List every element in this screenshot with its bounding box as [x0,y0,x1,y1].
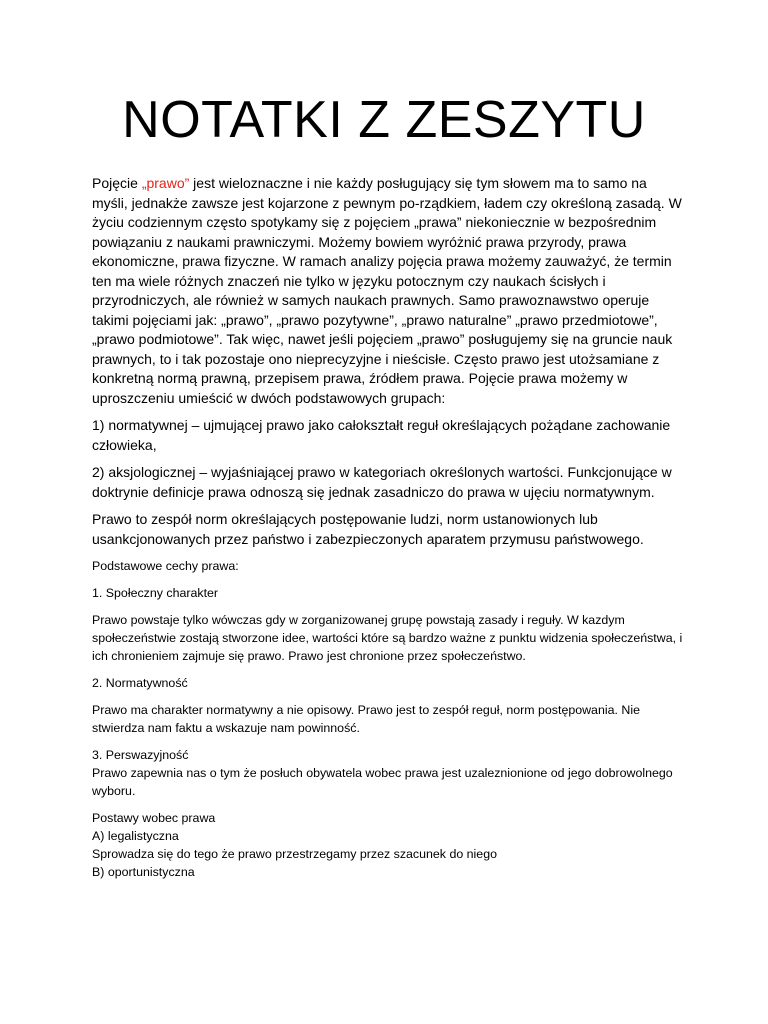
feature-3-text: Prawo zapewnia nas o tym że posłuch obywatela wobec prawa jest uzaleznionione od jego dobrowolnego wyboru. [92,766,673,798]
attitude-a-text: Sprowadza się do tego że prawo przestrzegamy przez szacunek do niego [92,847,497,861]
group-axiological: 2) aksjologicznej – wyjaśniającej prawo w kategoriach określonych wartości. Funkcjonujące w doktrynie definicje prawa odnoszą się jednak zasadniczo do prawa w ujęciu normatywnym. [92,464,672,500]
intro-before: Pojęcie [92,175,142,191]
attitudes-heading: Postawy wobec prawa [92,811,216,825]
group-normative: 1) normatywnej – ujmującej prawo jako całokształt reguł określających pożądane zachowanie człowieka, [92,417,671,453]
law-definition: Prawo to zespół norm określających postępowanie ludzi, norm ustanowionych lub usankcjonowanych przez państwo i zabezpieczonych aparatem przymusu państwowego. [92,511,644,547]
attitude-a: A) legalistyczna [92,829,179,843]
intro-after: jest wieloznaczne i nie każdy posługujący się tym słowem ma to samo na myśli, jednakże zawsze jest kojarzone z pewnym po-rządkiem, ładem czy określoną zasadą. W życiu codziennym często spotykamy się z pojęciem „prawa” niekoniecznie w bezpośrednim powiązaniu z naukami prawniczymi. Możemy bowiem wyróżnić prawa przyrody, prawa ekonomiczne, prawa fizyczne. W ramach analizy pojęcia prawa możemy zauważyć, że termin ten ma wiele różnych znaczeń nie tylko w języku potocznym czy naukach ścisłych i przyrodniczych, ale również w samych naukach prawnych. Samo prawoznawstwo operuje takimi pojęciami jak: „prawo”, „prawo pozytywne”, „prawo naturalne” „prawo przedmiotowe”, „prawo podmiotowe”. Tak więc, nawet jeśli pojęciem „prawo” posługujemy się na gruncie nauk prawnych, to i tak pozostaje ono nieprecyzyjne i nieścisłe. Często prawo jest utożsamiane z konkretną normą prawną, przepisem prawa, źródłem prawa. Pojęcie prawa możemy w uproszczeniu umieścić w dwóch podstawowych grupach: [92,175,682,406]
feature-2-text: Prawo ma charakter normatywny a nie opisowy. Prawo jest to zespół reguł, norm postępowania. Nie stwierdza nam faktu a wskazuje nam powinność. [92,703,640,735]
feature-2-heading: 2. Normatywność [92,676,188,690]
features-heading: Podstawowe cechy prawa: [92,559,239,573]
document-body [92,174,686,881]
page-title: NOTATKI Z ZESZYTU [122,91,646,149]
attitude-b: B) oportunistyczna [92,865,195,879]
intro-paragraph [92,174,686,408]
prawo-highlight: „prawo” [141,175,190,191]
feature-3-heading: 3. Perswazyjność [92,748,189,762]
feature-1-heading: 1. Społeczny charakter [92,586,219,600]
feature-1-text: Prawo powstaje tylko wówczas gdy w zorganizowanej grupę powstają zasady i reguły. W kazdym społeczeństwie zostają stworzone idee, wartości które są bardzo ważne z punktu widzenia społeczeństwa, i ich chronieniem zajmuje się prawo. Prawo jest chronione przez społeczeństwo. [92,613,683,663]
